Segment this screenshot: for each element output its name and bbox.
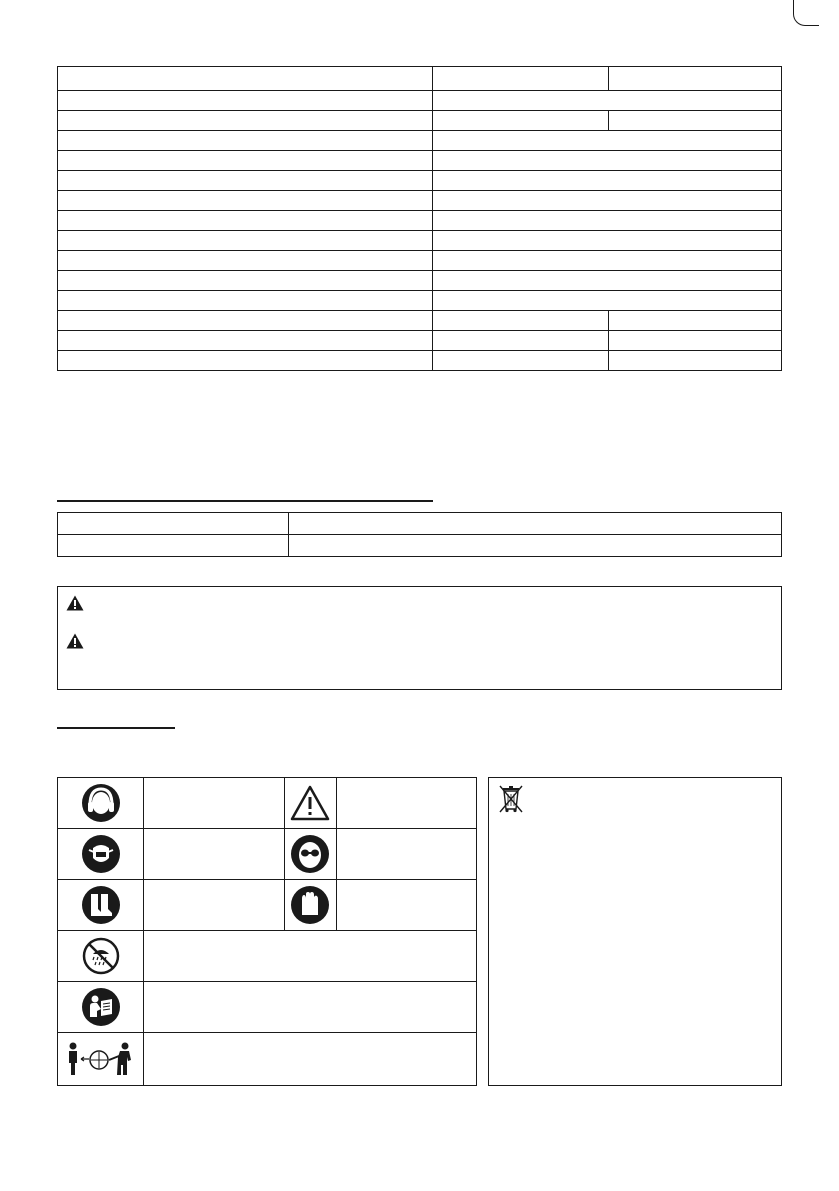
table-cell	[58, 91, 433, 111]
warning-box	[57, 586, 782, 690]
table-cell	[58, 311, 433, 331]
table-row	[58, 251, 782, 271]
dust-mask-icon	[58, 829, 143, 879]
table-cell	[433, 151, 782, 171]
symbols-table	[57, 777, 477, 1086]
table-cell	[58, 513, 289, 535]
no-rain-icon	[58, 931, 143, 981]
section-heading-underline	[57, 727, 175, 729]
table-cell	[433, 331, 609, 351]
table-cell	[433, 131, 782, 151]
table-cell	[58, 231, 433, 251]
specifications-table	[57, 66, 782, 371]
table-cell	[609, 351, 782, 371]
table-cell	[58, 351, 433, 371]
table-cell	[433, 171, 782, 191]
table-row	[58, 131, 782, 151]
crop-mark	[793, 0, 819, 26]
table-cell	[58, 535, 289, 557]
table-row	[58, 513, 782, 535]
table-row	[58, 291, 782, 311]
warning-icon	[66, 633, 84, 649]
table-cell	[58, 211, 433, 231]
table-cell	[58, 111, 433, 131]
table-row	[58, 231, 782, 251]
table-cell	[289, 513, 782, 535]
table-cell	[58, 331, 433, 351]
table-row	[58, 351, 782, 371]
table-cell	[433, 251, 782, 271]
table-cell	[433, 211, 782, 231]
table-cell	[58, 291, 433, 311]
table-row	[58, 535, 782, 557]
disposal-box	[488, 777, 782, 1086]
table-cell	[433, 111, 609, 131]
table-cell	[609, 311, 782, 331]
read-manual-icon	[58, 982, 143, 1032]
table-row	[58, 331, 782, 351]
table-cell	[433, 351, 609, 371]
warning-triangle-icon	[284, 778, 336, 828]
table-cell	[433, 311, 609, 331]
table-row	[58, 211, 782, 231]
table-row	[58, 311, 782, 331]
table-cell	[433, 67, 609, 91]
table-cell	[58, 271, 433, 291]
table-row	[58, 91, 782, 111]
table-row	[58, 171, 782, 191]
noise-table	[57, 512, 782, 557]
table-cell	[609, 331, 782, 351]
table-row	[58, 271, 782, 291]
table-cell	[609, 67, 782, 91]
table-cell	[433, 191, 782, 211]
table-cell	[433, 231, 782, 251]
table-row	[58, 67, 782, 91]
eye-protection-icon	[284, 829, 336, 879]
table-cell	[433, 271, 782, 291]
table-cell	[58, 251, 433, 271]
table-cell	[58, 191, 433, 211]
table-cell	[433, 91, 782, 111]
table-cell	[433, 291, 782, 311]
protective-gloves-icon	[284, 880, 336, 930]
table-cell	[58, 151, 433, 171]
table-cell	[58, 67, 433, 91]
section-heading-underline	[57, 500, 433, 502]
table-row	[58, 111, 782, 131]
table-row	[58, 151, 782, 171]
safety-boots-icon	[58, 880, 143, 930]
table-cell	[289, 535, 782, 557]
keep-distance-icon	[58, 1033, 143, 1085]
table-cell	[58, 131, 433, 151]
table-cell	[609, 111, 782, 131]
table-row	[58, 191, 782, 211]
ear-protection-icon	[58, 778, 143, 828]
warning-icon	[66, 595, 84, 611]
table-cell	[58, 171, 433, 191]
crossed-bin-icon	[497, 784, 525, 814]
